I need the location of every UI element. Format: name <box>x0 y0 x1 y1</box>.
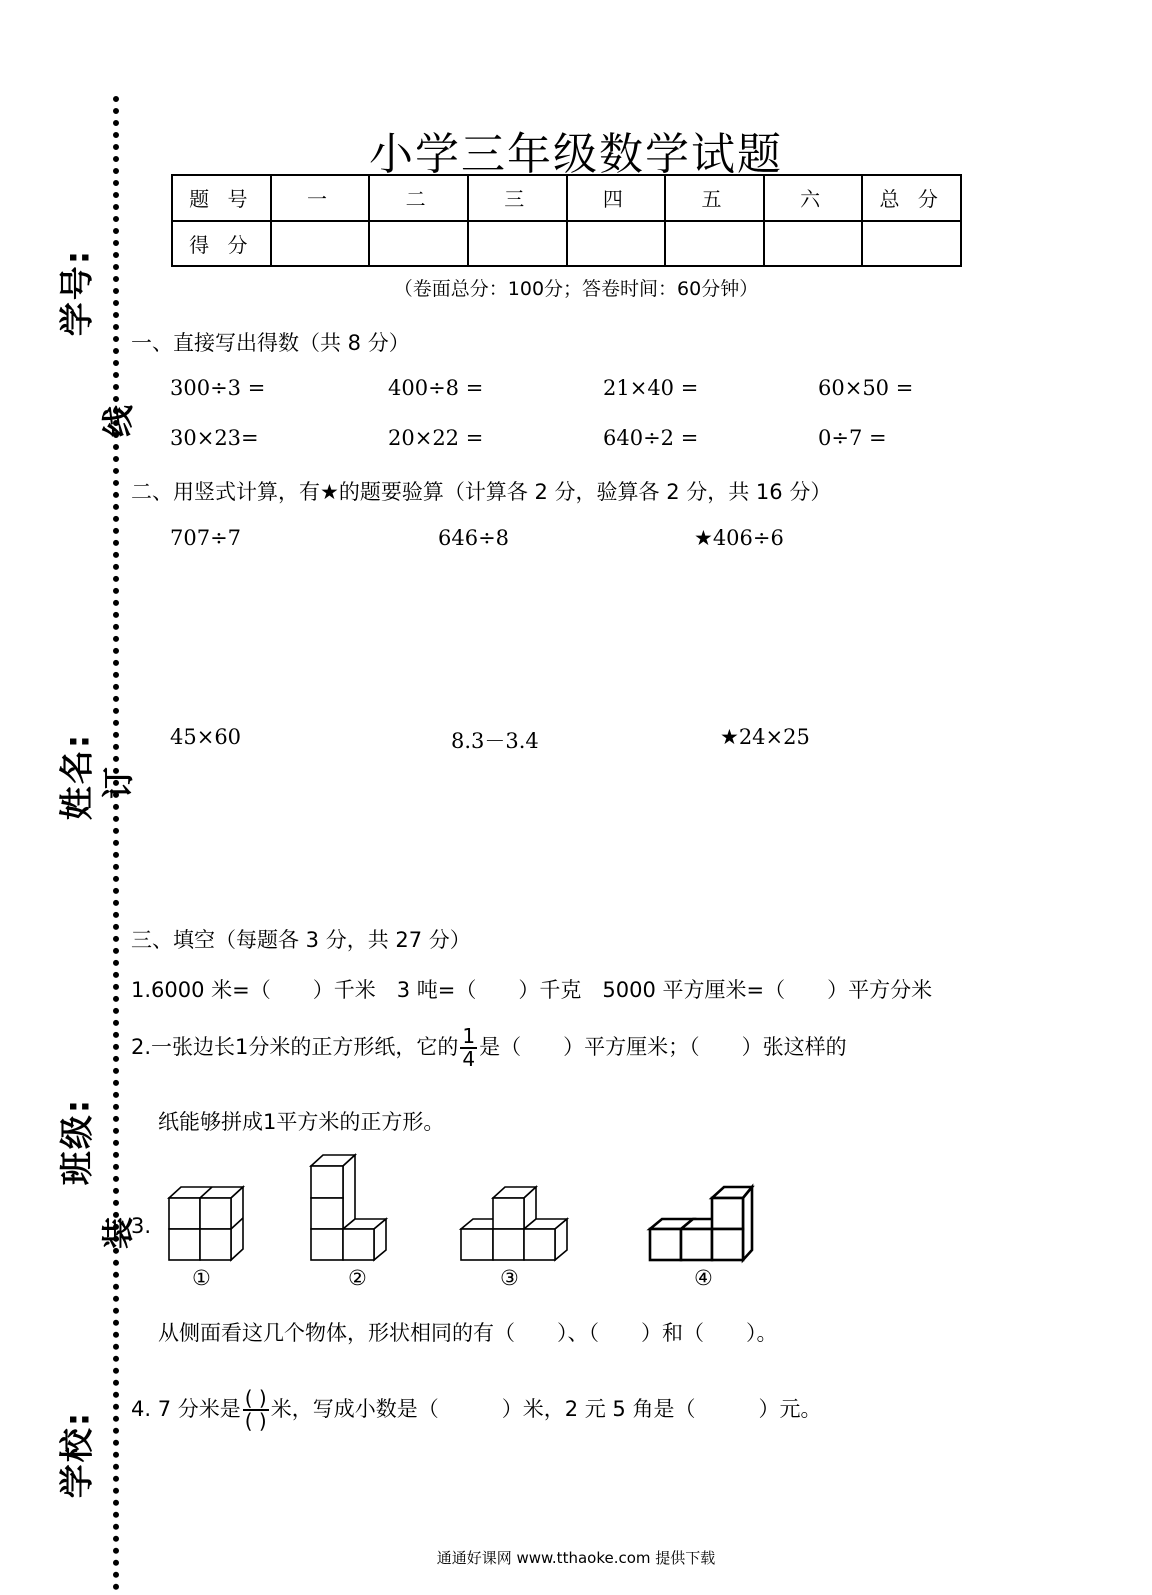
cube-figure-1 <box>169 1187 243 1260</box>
student-id-label: 学号: <box>57 248 98 337</box>
fill-question-3: 从侧面看这几个物体，形状相同的有（ ）、（ ）和（ ）。 <box>158 1321 778 1345</box>
header-cell: 五 <box>665 175 764 221</box>
q4-text-b: 米，写成小数是（ ）米，2 元 5 角是（ ）元。 <box>270 1397 822 1421</box>
q4-text-a: 4. 7 分米是 <box>131 1397 241 1421</box>
problem: 21×40 = <box>603 376 699 400</box>
problem: 640÷2 = <box>603 426 699 450</box>
score-cell[interactable] <box>468 221 567 267</box>
section1-heading: 一、直接写出得数（共 8 分） <box>131 331 410 355</box>
score-row-label: 得 分 <box>172 221 271 267</box>
cube-figure-2 <box>311 1155 386 1260</box>
fill-question-4 <box>131 1388 821 1432</box>
section2-heading: 二、用竖式计算，有★的题要验算（计算各 2 分，验算各 2 分，共 16 分） <box>131 480 832 504</box>
q4-fraction <box>243 1388 269 1432</box>
score-cell[interactable] <box>369 221 468 267</box>
name-label: 姓名: <box>57 732 98 821</box>
header-cell: 六 <box>764 175 863 221</box>
exam-note: （卷面总分：100分；答卷时间：60分钟） <box>393 278 759 300</box>
q2-text-b: 是（ ）平方厘米；（ ）张这样的 <box>479 1035 847 1059</box>
header-cell: 题 号 <box>172 175 271 221</box>
problem: 45×60 <box>170 725 242 749</box>
cube-label-3: ③ <box>500 1266 519 1290</box>
header-cell: 一 <box>271 175 370 221</box>
problem: 300÷3 = <box>170 376 266 400</box>
cube-figure-4 <box>650 1187 752 1260</box>
fill-question-1: 1.6000 米=（ ）千米 3 吨=（ ）千克 5000 平方厘米=（ ）平方分米 <box>131 978 933 1002</box>
problem: 0÷7 = <box>818 426 887 450</box>
cube-label-1: ① <box>192 1266 211 1290</box>
problem: 20×22 = <box>388 426 484 450</box>
score-cell[interactable] <box>271 221 370 267</box>
cube-label-2: ② <box>348 1266 367 1290</box>
cube-figure-3 <box>461 1187 567 1260</box>
school-label: 学校: <box>57 1410 98 1499</box>
page-title: 小学三年级数学试题 <box>369 129 783 180</box>
score-table <box>171 174 962 267</box>
score-table-score-row <box>172 221 961 267</box>
problem: 30×23= <box>170 426 259 450</box>
problem: ★406÷6 <box>694 526 784 550</box>
q4-fraction-numerator: ( ) <box>244 1386 267 1410</box>
q2-text-a: 2.一张边长1分米的正方形纸，它的 <box>131 1035 459 1059</box>
score-cell[interactable] <box>862 221 961 267</box>
header-cell: 二 <box>369 175 468 221</box>
q2-fraction-denominator: 4 <box>462 1047 476 1071</box>
binding-word-ding: 订 <box>99 766 138 800</box>
problem: 646÷8 <box>438 526 510 550</box>
binding-word-line: 线 <box>99 404 138 438</box>
header-cell: 总 分 <box>862 175 961 221</box>
score-cell[interactable] <box>665 221 764 267</box>
problem: 707÷7 <box>170 526 242 550</box>
problem: 8.3－3.4 <box>451 729 539 753</box>
footer-source: 通通好课网 www.tthaoke.com 提供下载 <box>436 1549 716 1567</box>
header-cell: 三 <box>468 175 567 221</box>
cube-label-4: ④ <box>694 1266 713 1290</box>
score-cell[interactable] <box>764 221 863 267</box>
problem: ★24×25 <box>720 725 810 749</box>
header-cell: 四 <box>567 175 666 221</box>
fill-question-2-cont: 纸能够拼成1平方米的正方形。 <box>158 1110 445 1134</box>
binding-word-zhuang: 装 <box>99 1216 138 1250</box>
problem: 60×50 = <box>818 376 914 400</box>
score-table-header-row <box>172 175 961 221</box>
binding-dotted-line <box>113 96 119 1591</box>
score-cell[interactable] <box>567 221 666 267</box>
fill-question-2 <box>131 1026 847 1070</box>
q4-fraction-denominator: ( ) <box>244 1409 267 1433</box>
problem: 400÷8 = <box>388 376 484 400</box>
q2-fraction-numerator: 1 <box>462 1024 476 1048</box>
class-label: 班级: <box>57 1097 98 1186</box>
q3-number: 3. <box>131 1214 152 1238</box>
q2-fraction <box>460 1026 477 1070</box>
section3-heading: 三、填空（每题各 3 分，共 27 分） <box>131 928 471 952</box>
